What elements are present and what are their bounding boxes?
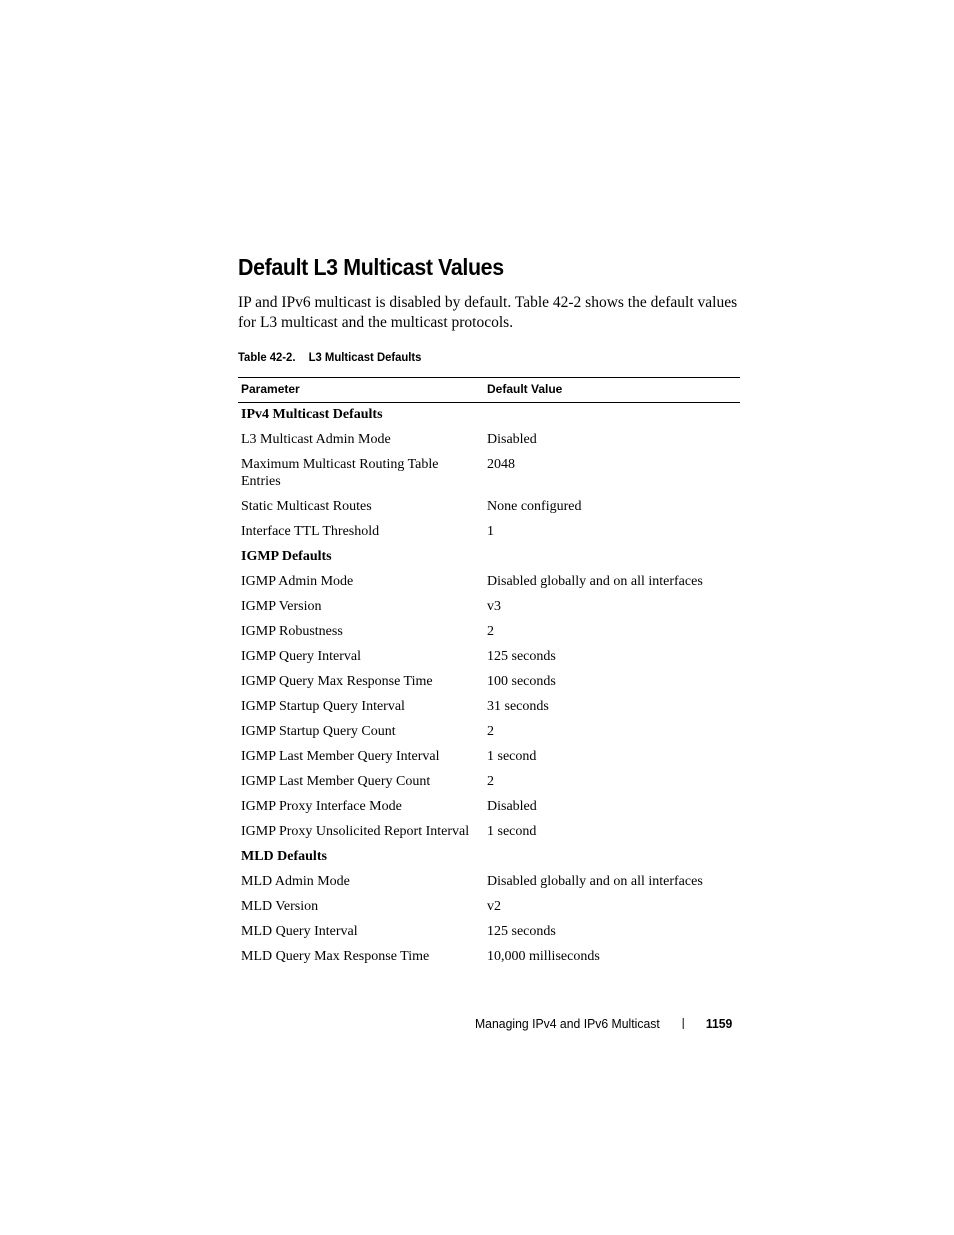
section-label: IGMP Defaults [241, 549, 332, 564]
parameter-cell: IGMP Query Max Response Time [241, 674, 433, 689]
table-row [238, 452, 740, 494]
section-label: IPv4 Multicast Defaults [241, 407, 383, 422]
multicast-defaults-table [238, 377, 740, 969]
default-value-cell: Disabled [487, 799, 537, 814]
table-row [238, 919, 740, 944]
parameter-cell: MLD Query Max Response Time [241, 949, 430, 964]
default-value-cell: 2 [487, 724, 494, 739]
table-row [238, 569, 740, 594]
page-footer [475, 1016, 732, 1031]
default-value-cell: None configured [487, 499, 582, 514]
table-title: L3 Multicast Defaults [308, 350, 422, 364]
table-row [238, 894, 740, 919]
parameter-cell: IGMP Query Interval [241, 649, 362, 664]
table-row [238, 427, 740, 452]
default-value-cell: Disabled globally and on all interfaces [487, 574, 703, 589]
parameter-cell: IGMP Admin Mode [241, 574, 354, 589]
default-value-cell: 125 seconds [487, 924, 556, 939]
table-row [238, 744, 740, 769]
table-header-row [238, 378, 740, 403]
default-value-cell: Disabled [487, 432, 537, 447]
parameter-cell: IGMP Proxy Unsolicited Report Interval [241, 824, 470, 839]
parameter-cell: IGMP Startup Query Interval [241, 699, 405, 714]
table-row [238, 619, 740, 644]
table-row [238, 769, 740, 794]
table-row [238, 494, 740, 519]
table-number: Table 42-2. [238, 350, 296, 364]
default-value-cell: 10,000 milliseconds [487, 949, 600, 964]
table-body [238, 403, 740, 970]
parameter-cell: IGMP Last Member Query Count [241, 774, 431, 789]
table-row [238, 869, 740, 894]
default-value-cell: Disabled globally and on all interfaces [487, 874, 703, 889]
table-row [238, 594, 740, 619]
parameter-cell: IGMP Robustness [241, 624, 343, 639]
parameter-cell: IGMP Proxy Interface Mode [241, 799, 402, 814]
page-number: 1159 [705, 1016, 733, 1031]
table-row [238, 669, 740, 694]
parameter-cell: MLD Admin Mode [241, 874, 350, 889]
parameter-cell: Maximum Multicast Routing Table Entries [241, 457, 439, 489]
default-value-cell: v3 [487, 599, 501, 614]
table-row [238, 644, 740, 669]
column-header-parameter: Parameter [238, 378, 484, 403]
default-value-cell: 125 seconds [487, 649, 556, 664]
table-section-row [238, 544, 740, 569]
table-row [238, 719, 740, 744]
default-value-cell: 2048 [487, 457, 515, 472]
table-section-row [238, 403, 740, 428]
table-section-row [238, 844, 740, 869]
parameter-cell: MLD Version [241, 899, 319, 914]
table-row [238, 944, 740, 969]
table-row [238, 694, 740, 719]
parameter-cell: IGMP Last Member Query Interval [241, 749, 440, 764]
default-value-cell: v2 [487, 899, 501, 914]
default-value-cell: 2 [487, 624, 494, 639]
footer-chapter-title: Managing IPv4 and IPv6 Multicast [475, 1016, 660, 1031]
parameter-cell: L3 Multicast Admin Mode [241, 432, 391, 447]
parameter-cell: Static Multicast Routes [241, 499, 372, 514]
table-row [238, 519, 740, 544]
table-caption [238, 350, 421, 364]
footer-separator [682, 1018, 683, 1029]
column-header-default-value: Default Value [484, 378, 740, 403]
default-value-cell: 100 seconds [487, 674, 556, 689]
default-value-cell: 1 second [487, 749, 537, 764]
parameter-cell: IGMP Startup Query Count [241, 724, 396, 739]
table-row [238, 819, 740, 844]
default-value-cell: 1 second [487, 824, 537, 839]
table-row [238, 794, 740, 819]
intro-paragraph: IP and IPv6 multicast is disabled by default. Table 42-2 shows the default values for L3 multicast and the multicast protocols. [238, 294, 738, 331]
default-value-cell: 1 [487, 524, 494, 539]
default-value-cell: 31 seconds [487, 699, 549, 714]
parameter-cell: MLD Query Interval [241, 924, 358, 939]
parameter-cell: IGMP Version [241, 599, 322, 614]
section-label: MLD Defaults [241, 849, 327, 864]
parameter-cell: Interface TTL Threshold [241, 524, 380, 539]
section-heading: Default L3 Multicast Values [238, 254, 504, 280]
default-value-cell: 2 [487, 774, 494, 789]
